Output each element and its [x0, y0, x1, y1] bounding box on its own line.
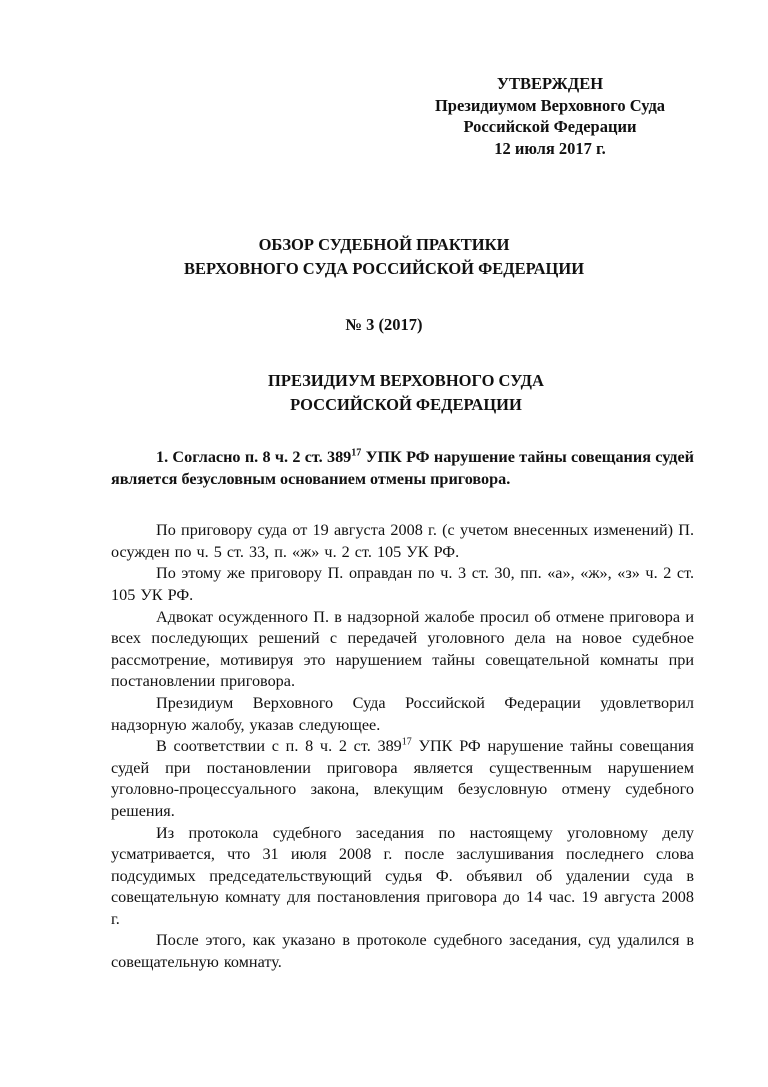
footnote-superscript: 17	[401, 736, 412, 748]
title-line: ВЕРХОВНОГО СУДА РОССИЙСКОЙ ФЕДЕРАЦИИ	[183, 259, 585, 278]
approval-body: Российской Федерации	[463, 117, 637, 136]
body-paragraph: Адвокат осужденного П. в надзорной жалобе просил об отмене приговора и всех последующих решений с передачей уголовного дела на новое судебное рассмотрение, мотивируя это нарушением тайны совещательной комнаты при постановлении приговора.	[111, 607, 694, 691]
approval-stamp	[400, 73, 700, 159]
section-heading-line: РОССИЙСКОЙ ФЕДЕРАЦИИ	[290, 395, 522, 414]
body-paragraph: По этому же приговору П. оправдан по ч. 3 ст. 30, пп. «а», «ж», «з» ч. 2 ст. 105 УК РФ.	[111, 564, 694, 604]
thesis-text: УПК РФ нарушение тайны совещания судей является безусловным основанием отмены приговора.	[111, 448, 695, 488]
section-heading-line: ПРЕЗИДИУМ ВЕРХОВНОГО СУДА	[268, 371, 544, 390]
document-title	[0, 233, 768, 281]
thesis-text: 1. Согласно п. 8 ч. 2 ст. 389	[156, 448, 352, 466]
title-line: ОБЗОР СУДЕБНОЙ ПРАКТИКИ	[258, 235, 510, 254]
approval-date: 12 июля 2017 г.	[494, 138, 606, 158]
paragraph-text: УПК РФ нарушение тайны совещания судей при постановлении приговора является существенным нарушением уголовно-процессуального закона, влекущим безусловную отмену судебного решения.	[111, 737, 694, 820]
footnote-superscript: 17	[351, 447, 362, 459]
issue-number: № 3 (2017)	[345, 315, 423, 334]
body-paragraph: По приговору суда от 19 августа 2008 г. (с учетом внесенных изменений) П. осужден по ч. 5 ст. 33, п. «ж» ч. 2 ст. 105 УК РФ.	[111, 521, 694, 561]
section-heading	[0, 369, 768, 417]
approval-heading: УТВЕРЖДЕН	[496, 74, 604, 93]
body-paragraph: Из протокола судебного заседания по настоящему уголовному делу усматривается, что 31 июля 2008 г. после заслушивания последнего слова подсудимых председательствующий судья Ф. объявил об удалении суда в совещательную комнату для постановления приговора до 14 час. 19 августа 2008 г.	[111, 823, 694, 928]
document-body	[111, 447, 694, 974]
paragraph-text: В соответствии с п. 8 ч. 2 ст. 389	[156, 737, 402, 756]
paragraphs	[111, 520, 694, 973]
body-paragraph: После этого, как указано в протоколе судебного заседания, суд удалился в совещательную комнату.	[111, 931, 694, 972]
body-paragraph: Президиум Верховного Суда Российской Федерации удовлетворил надзорную жалобу, указав следующее.	[111, 693, 694, 734]
approval-body: Президиумом Верховного Суда	[434, 95, 666, 115]
body-paragraph	[111, 736, 694, 822]
thesis-paragraph	[111, 447, 694, 490]
